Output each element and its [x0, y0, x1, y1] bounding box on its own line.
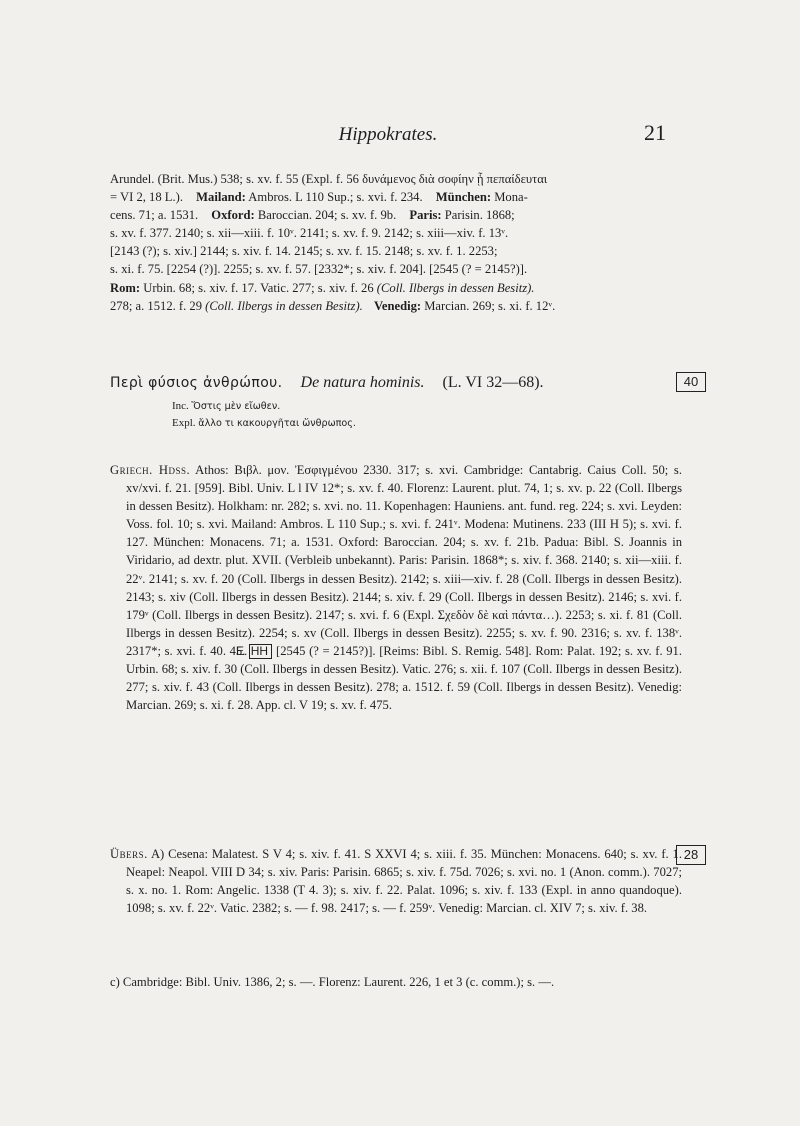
- arundel-line-1: Arundel. (Brit. Mus.) 538; s. xv. f. 55 (Expl. f. 56 δυνάμενος διὰ σοφίην ᾗ πεπαίδευται: [110, 172, 548, 186]
- running-head-title: Hippokrates.: [338, 124, 438, 145]
- margin-box-40: 40: [676, 372, 706, 392]
- arundel-line-8: 278; a. 1512. f. 29 (Coll. Ilbergs in dessen Besitz). Venedig: Marcian. 269; s. xi. f. 12ᵛ.: [110, 298, 556, 313]
- page-number: 21: [644, 120, 666, 145]
- explicit: Expl. ἄλλο τι κακουργῆται ὥνθρωπος.: [172, 417, 356, 429]
- running-head: [110, 120, 666, 146]
- griech-text-2: [2545 (? = 2145?)]. [Reims: Bibl. S. Remig. 548]. Rom: Palat. 192; s. xv. f. 91. Urbin. 68; s. xiv. f. 30 (Coll. Ilbergs in dessen Besitz). Vatic. 276; s. xii. f. 107 (Coll. Ilbergs in dessen Besitz). 277; s. xiv. f. 43 (Coll. Ilbergs in dessen Besitz). 278; a. 1512. f. 59 (Coll. Ilbergs in dessen Besitz). Venedig: Marcian. 269; s. xi. f. 28. App. cl. V 19; s. xv. f. 475.: [126, 643, 682, 713]
- griech-label: Griech. Hdss.: [110, 463, 191, 477]
- uebers-label: Übers.: [110, 847, 148, 861]
- arundel-line-6: s. xi. f. 75. [2254 (?)]. 2255; s. xv. f. 57. [2332*; s. xiv. f. 204]. [2545 (? = 2145?)].: [110, 262, 528, 277]
- uebers-entry-a: [110, 845, 682, 917]
- incipit-explicit: [172, 398, 356, 432]
- arundel-line-5: [2143 (?); s. xiv.] 2144; s. xiv. f. 14. 2145; s. xv. f. 15. 2148; s. xv. f. 1. 2253;: [110, 244, 498, 259]
- heading-ref: (L. VI 32—68).: [442, 374, 544, 391]
- uebers-a-text: A) Cesena: Malatest. S V 4; s. xiv. f. 41. S XXVI 4; s. xiii. f. 35. München: Monacens. 640; s. xv. f. 1. Neapel: Neapol. VIII D 34; s. xiv. Paris: Parisin. 6865; s. xiv. f. 75d. 7026; s. xvi. no. 1 (Anon. comm.). 7027; s. x. no. 1. Rom: Angelic. 1338 (T 4. 3); s. xiv. f. 22. Palat. 1096; s. xiv. f. 133 (Expl. in anno quandoque). 1098; s. xv. f. 22ᵛ. Vatic. 2382; s. — f. 98. 2417; s. — f. 259ᵛ. Venedig: Marcian. cl. XIV 7; s. xiv. f. 38.: [126, 847, 682, 916]
- griech-text: Athos: Βιβλ. μον. Ἐσφιγμένου 2330. 317; s. xvi. Cambridge: Cantabrig. Caius Coll. 50; s. xv/xvi. f. 21. [959]. Bibl. Univ. L l IV 12*; s. xv. f. 40. Florenz: Laurent. plut. 74, 1; s. xv. p. 22 (Coll. Ilbergs in dessen Besitz). Holkham: nr. 282; s. xvi. no. 11. Kopenhagen: Hauniens. ant. fund. reg. 224; s. xvi. Leyden: Voss. fol. 10; s. xvi. Mailand: Ambros. L 110 Sup.; s. xvi. f. 241ᵛ. Modena: Mutinens. 233 (III H 5); s. xvi. f. 127. München: Monacens. 71; a. 1531. Oxford: Baroccian. 204; s. xv. f. 21b. Padua: Bibl. S. Joannis in Viridario, ad dextr. plut. XVII. (Verbleib unbekannt). Paris: Parisin. 1868*; s. xiv. f. 368. 2140; s. xii—xiii. f. 22ᵛ. 2141; s. xv. f. 20 (Coll. Ilbergs in dessen Besitz). 2142; s. xiii—xiv. f. 28 (Coll. Ilbergs in dessen Besitz). 2143; s. xiv (Coll. Ilbergs in dessen Besitz). 2144; s. xiv. f. 29 (Coll. Ilbergs in dessen Besitz). 2146; s. xvi. f. 179ᵛ (Coll. Ilbergs in dessen Besitz). 2147; s. xvi. f. 6 (Expl. Σχεδὸν δὲ καὶ πάντα…). 2253; s. xi. f. 81 (Coll. Ilbergs in dessen Besitz). 2254; s. xv (Coll. Ilbergs in dessen Besitz). 2255; s. xv. f. 90. 2316; s. xv. f. 138ᵛ. 2317*; s. xvi. f. 40. 45.: [126, 463, 682, 658]
- arundel-line-4: s. xv. f. 377. 2140; s. xii—xiii. f. 10ᵛ. 2141; s. xv. f. 9. 2142; s. xiii—xiv. f. 13ᵛ.: [110, 226, 509, 241]
- griech-hdss-entry: [110, 461, 682, 714]
- section-heading: [110, 374, 666, 392]
- heading-greek: Περὶ φύσιος ἀνθρώπου.: [110, 375, 283, 391]
- arundel-line-3: cens. 71; a. 1531. Oxford: Baroccian. 204; s. xv. f. 9b. Paris: Parisin. 1868;: [110, 208, 515, 223]
- inline-box-ehh: E. HH: [249, 644, 272, 659]
- incipit: Inc. Ὅστις μὲν εἴωθεν.: [172, 400, 281, 412]
- uebers-entry-c: [110, 973, 682, 991]
- margin-box-28: 28: [676, 845, 706, 865]
- heading-title: De natura hominis.: [300, 374, 425, 391]
- arundel-line-2: = VI 2, 18 L.). Mailand: Ambros. L 110 Sup.; s. xvi. f. 234. München: Mona-: [110, 190, 528, 205]
- arundel-line-7: Rom: Urbin. 68; s. xiv. f. 17. Vatic. 277; s. xiv. f. 26 (Coll. Ilbergs in dessen Besitz).: [110, 280, 535, 295]
- arundel-entry: [110, 170, 666, 315]
- uebers-c-text: c) Cambridge: Bibl. Univ. 1386, 2; s. —. Florenz: Laurent. 226, 1 et 3 (c. comm.); s. —.: [110, 975, 555, 989]
